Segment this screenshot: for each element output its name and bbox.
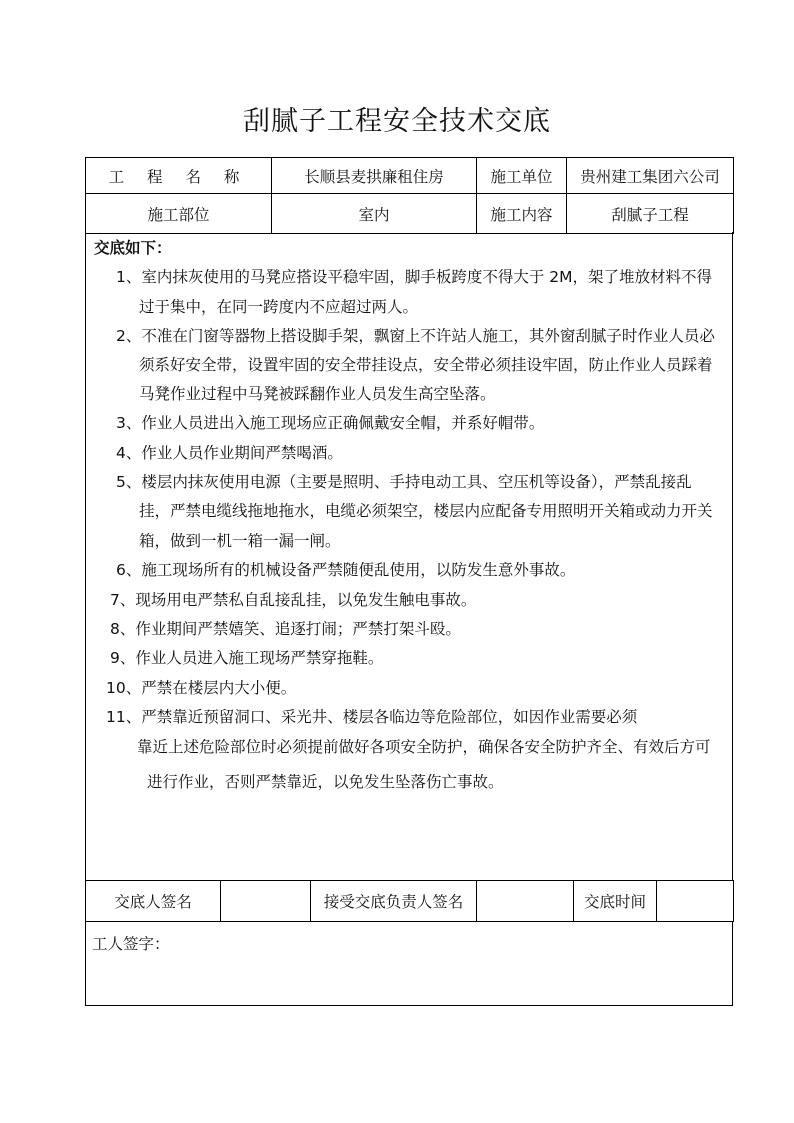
construction-unit-label: 施工单位 xyxy=(477,158,567,194)
item-line: 4、作业人员作业期间严禁喝酒。 xyxy=(116,444,343,462)
item-line: 7、现场用电严禁私自乱接乱挂，以免发生触电事故。 xyxy=(110,591,477,609)
disclosure-heading: 交底如下： xyxy=(94,239,172,257)
item-line: 8、作业期间严禁嬉笑、追逐打闹；严禁打架斗殴。 xyxy=(110,620,461,638)
item-line: 靠近上述危险部位时必须提前做好各项安全防护，确保各安全防护齐全、有效后方可 xyxy=(137,738,711,756)
document-title: 刮腻子工程安全技术交底 xyxy=(243,106,551,137)
item-line: 挂，严禁电缆线拖地拖水，电缆必须架空，楼层内应配备专用照明开关箱或动力开关 xyxy=(139,502,713,520)
project-name-value: 长顺县麦拱廉租住房 xyxy=(272,158,477,194)
construction-content-label: 施工内容 xyxy=(477,194,567,234)
receiver-signature-label: 接受交底负责人签名 xyxy=(311,881,477,922)
signature-row xyxy=(86,881,734,922)
project-name-label: 工 程 名 称 xyxy=(86,158,272,194)
construction-part-value: 室内 xyxy=(272,194,477,234)
item-line: 3、作业人员进出入施工现场应正确佩戴安全帽，并系好帽带。 xyxy=(116,414,545,432)
item-line: 马凳作业过程中马凳被踩翻作业人员发生高空坠落。 xyxy=(139,385,496,403)
disclosure-time-field[interactable] xyxy=(657,881,734,922)
construction-info-row xyxy=(86,194,734,234)
item-line: 5、楼层内抹灰使用电源（主要是照明、手持电动工具、空压机等设备），严禁乱接乱 xyxy=(116,473,692,491)
disclosure-content xyxy=(85,232,733,881)
disclosure-time-label: 交底时间 xyxy=(574,881,657,922)
item-line: 2、不准在门窗等器物上搭设脚手架，飘窗上不许站人施工，其外窗刮腻子时作业人员必 xyxy=(116,327,715,345)
construction-content-value: 刮腻子工程 xyxy=(567,194,734,234)
signature-table xyxy=(85,880,734,922)
worker-signature-label: 工人签字： xyxy=(92,935,170,953)
construction-unit-value: 贵州建工集团六公司 xyxy=(567,158,734,194)
item-line: 6、施工现场所有的机械设备严禁随便乱使用，以防发生意外事故。 xyxy=(116,561,576,579)
discloser-signature-label: 交底人签名 xyxy=(86,881,221,922)
discloser-signature-field[interactable] xyxy=(221,881,311,922)
item-line: 箱，做到一机一箱一漏一闸。 xyxy=(139,532,341,550)
item-line: 1、室内抹灰使用的马凳应搭设平稳牢固，脚手板跨度不得大于 2M，架了堆放材料不得 xyxy=(116,268,713,286)
project-info-row xyxy=(86,158,734,194)
item-line: 9、作业人员进入施工现场严禁穿拖鞋。 xyxy=(110,649,384,667)
item-line: 10、严禁在楼层内大小便。 xyxy=(106,679,297,697)
receiver-signature-field[interactable] xyxy=(477,881,574,922)
project-info-table xyxy=(85,157,734,234)
item-line: 11、严禁靠近预留洞口、采光井、楼层各临边等危险部位，如因作业需要必须 xyxy=(106,708,638,726)
construction-part-label: 施工部位 xyxy=(86,194,272,234)
worker-signature-area[interactable] xyxy=(85,922,733,1006)
item-line: 过于集中，在同一跨度内不应超过两人。 xyxy=(139,298,419,316)
item-line: 进行作业，否则严禁靠近，以免发生坠落伤亡事故。 xyxy=(147,773,504,791)
item-line: 须系好安全带，设置牢固的安全带挂设点，安全带必须挂设牢固，防止作业人员踩着 xyxy=(139,356,713,374)
